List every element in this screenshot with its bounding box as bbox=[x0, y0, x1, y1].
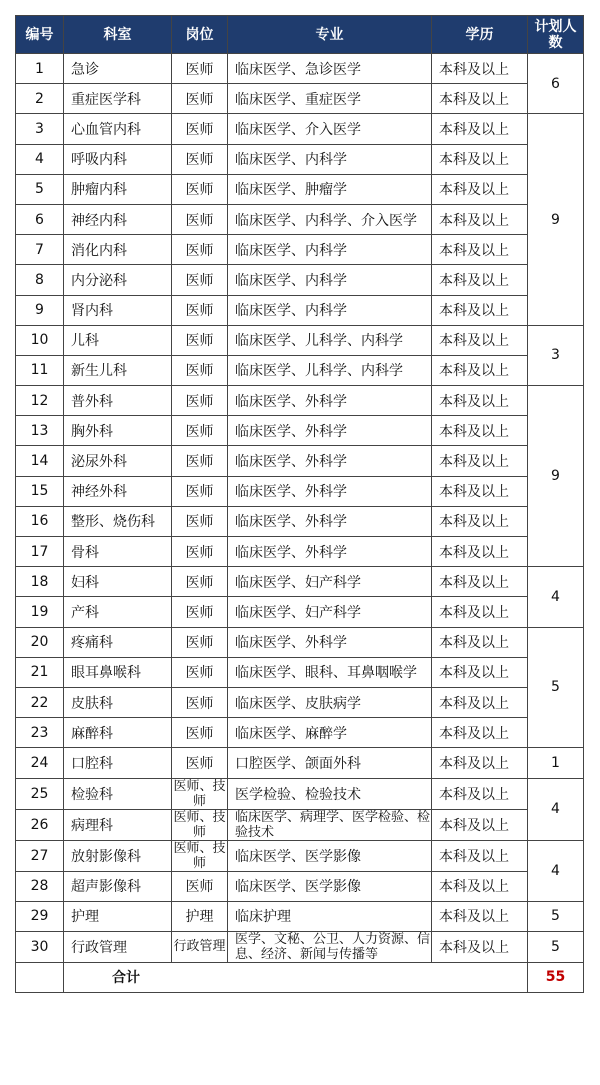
row-number: 30 bbox=[16, 931, 64, 962]
table-row bbox=[16, 84, 584, 114]
row-plan-count: 9 bbox=[528, 386, 584, 567]
row-number: 19 bbox=[16, 597, 64, 627]
row-major: 医学检验、检验技术 bbox=[228, 778, 432, 809]
row-major: 临床医学、麻醉学 bbox=[228, 718, 432, 748]
table-row bbox=[16, 901, 584, 931]
row-department: 胸外科 bbox=[64, 416, 172, 446]
row-position: 医师 bbox=[172, 174, 228, 204]
row-major: 临床医学、眼科、耳鼻咽喉学 bbox=[228, 657, 432, 687]
row-major: 临床医学、医学影像 bbox=[228, 840, 432, 871]
row-number: 23 bbox=[16, 718, 64, 748]
row-education: 本科及以上 bbox=[432, 476, 528, 506]
row-education: 本科及以上 bbox=[432, 174, 528, 204]
table-row bbox=[16, 809, 584, 840]
row-plan-count: 4 bbox=[528, 567, 584, 627]
row-department: 检验科 bbox=[64, 778, 172, 809]
row-position: 医师 bbox=[172, 355, 228, 385]
row-education: 本科及以上 bbox=[432, 840, 528, 871]
table-row bbox=[16, 325, 584, 355]
row-number: 6 bbox=[16, 204, 64, 234]
row-position: 医师、技师 bbox=[173, 840, 226, 871]
row-position: 医师 bbox=[172, 718, 228, 748]
row-position: 医师 bbox=[172, 627, 228, 657]
row-major: 临床医学、妇产科学 bbox=[228, 597, 432, 627]
header-position: 岗位 bbox=[172, 16, 228, 54]
row-position: 医师 bbox=[172, 748, 228, 778]
row-major: 临床医学、内科学、介入医学 bbox=[228, 204, 432, 234]
row-department: 整形、烧伤科 bbox=[64, 506, 172, 536]
row-number: 16 bbox=[16, 506, 64, 536]
row-number: 20 bbox=[16, 627, 64, 657]
row-major: 临床医学、肿瘤学 bbox=[228, 174, 432, 204]
row-department: 行政管理 bbox=[64, 931, 172, 962]
row-number: 18 bbox=[16, 567, 64, 597]
table-row bbox=[16, 778, 584, 809]
row-education: 本科及以上 bbox=[432, 235, 528, 265]
row-number: 8 bbox=[16, 265, 64, 295]
row-department: 麻醉科 bbox=[64, 718, 172, 748]
row-number: 10 bbox=[16, 325, 64, 355]
total-label: 合计 bbox=[64, 962, 528, 992]
row-department: 产科 bbox=[64, 597, 172, 627]
row-department: 护理 bbox=[64, 901, 172, 931]
header-education: 学历 bbox=[432, 16, 528, 54]
table-row bbox=[16, 114, 584, 144]
table-row bbox=[16, 144, 584, 174]
row-department: 急诊 bbox=[64, 54, 172, 84]
row-position: 医师 bbox=[172, 235, 228, 265]
header-plan-count: 计划人数 bbox=[528, 16, 584, 54]
row-department: 放射影像科 bbox=[64, 840, 172, 871]
row-number: 27 bbox=[16, 840, 64, 871]
row-education: 本科及以上 bbox=[432, 657, 528, 687]
row-education: 本科及以上 bbox=[432, 567, 528, 597]
row-department: 消化内科 bbox=[64, 235, 172, 265]
row-major: 临床医学、外科学 bbox=[228, 627, 432, 657]
row-number: 1 bbox=[16, 54, 64, 84]
row-major: 临床医学、内科学 bbox=[228, 235, 432, 265]
row-department: 内分泌科 bbox=[64, 265, 172, 295]
row-department: 神经内科 bbox=[64, 204, 172, 234]
row-position: 医师 bbox=[172, 476, 228, 506]
row-major: 临床医学、急诊医学 bbox=[228, 54, 432, 84]
table-row bbox=[16, 687, 584, 717]
row-plan-count: 6 bbox=[528, 54, 584, 114]
row-department: 肿瘤内科 bbox=[64, 174, 172, 204]
table-row bbox=[16, 174, 584, 204]
row-education: 本科及以上 bbox=[432, 265, 528, 295]
table-row bbox=[16, 265, 584, 295]
row-plan-count: 5 bbox=[528, 901, 584, 931]
table-body bbox=[16, 54, 584, 963]
table-row bbox=[16, 537, 584, 567]
row-department: 普外科 bbox=[64, 386, 172, 416]
row-department: 泌尿外科 bbox=[64, 446, 172, 476]
row-education: 本科及以上 bbox=[432, 84, 528, 114]
row-major: 临床医学、内科学 bbox=[228, 265, 432, 295]
row-major: 医学、文秘、公卫、人力资源、信息、经济、新闻与传播等 bbox=[228, 931, 432, 962]
table-row bbox=[16, 235, 584, 265]
row-position: 医师 bbox=[172, 204, 228, 234]
row-education: 本科及以上 bbox=[432, 748, 528, 778]
row-department: 皮肤科 bbox=[64, 687, 172, 717]
row-department: 心血管内科 bbox=[64, 114, 172, 144]
row-education: 本科及以上 bbox=[432, 901, 528, 931]
table-row bbox=[16, 871, 584, 901]
row-position: 医师 bbox=[172, 84, 228, 114]
row-plan-count: 5 bbox=[528, 627, 584, 748]
row-position: 护理 bbox=[172, 901, 228, 931]
row-department: 重症医学科 bbox=[64, 84, 172, 114]
row-education: 本科及以上 bbox=[432, 144, 528, 174]
row-education: 本科及以上 bbox=[432, 295, 528, 325]
row-position: 医师 bbox=[172, 506, 228, 536]
row-department: 疼痛科 bbox=[64, 627, 172, 657]
row-major: 临床医学、内科学 bbox=[228, 144, 432, 174]
row-major: 临床医学、妇产科学 bbox=[228, 567, 432, 597]
row-major: 临床医学、皮肤病学 bbox=[228, 687, 432, 717]
row-position: 医师 bbox=[172, 871, 228, 901]
row-department: 呼吸内科 bbox=[64, 144, 172, 174]
table-row bbox=[16, 657, 584, 687]
table-row bbox=[16, 476, 584, 506]
row-education: 本科及以上 bbox=[432, 627, 528, 657]
row-position: 医师 bbox=[172, 537, 228, 567]
row-number: 26 bbox=[16, 809, 64, 840]
row-education: 本科及以上 bbox=[432, 386, 528, 416]
row-major: 口腔医学、颌面外科 bbox=[228, 748, 432, 778]
row-position: 医师 bbox=[172, 265, 228, 295]
row-education: 本科及以上 bbox=[432, 809, 528, 840]
row-education: 本科及以上 bbox=[432, 416, 528, 446]
row-plan-count: 5 bbox=[528, 931, 584, 962]
row-department: 肾内科 bbox=[64, 295, 172, 325]
table-row bbox=[16, 506, 584, 536]
row-position: 医师、技师 bbox=[173, 778, 226, 809]
table-row bbox=[16, 54, 584, 84]
row-education: 本科及以上 bbox=[432, 446, 528, 476]
table-row bbox=[16, 386, 584, 416]
row-position: 医师 bbox=[172, 295, 228, 325]
row-department: 神经外科 bbox=[64, 476, 172, 506]
recruitment-table bbox=[15, 15, 584, 993]
row-education: 本科及以上 bbox=[432, 506, 528, 536]
row-plan-count: 1 bbox=[528, 748, 584, 778]
row-major: 临床医学、外科学 bbox=[228, 506, 432, 536]
row-major: 临床医学、病理学、医学检验、检验技术 bbox=[228, 809, 432, 840]
row-position: 行政管理 bbox=[172, 931, 228, 962]
row-position: 医师 bbox=[172, 597, 228, 627]
row-education: 本科及以上 bbox=[432, 537, 528, 567]
row-plan-count: 4 bbox=[528, 778, 584, 840]
row-plan-count: 9 bbox=[528, 114, 584, 325]
row-position: 医师 bbox=[172, 386, 228, 416]
table-row bbox=[16, 567, 584, 597]
row-number: 17 bbox=[16, 537, 64, 567]
row-number: 25 bbox=[16, 778, 64, 809]
recruitment-table-container bbox=[15, 15, 584, 993]
table-row bbox=[16, 931, 584, 962]
row-major: 临床医学、重症医学 bbox=[228, 84, 432, 114]
row-number: 2 bbox=[16, 84, 64, 114]
row-number: 7 bbox=[16, 235, 64, 265]
table-row bbox=[16, 355, 584, 385]
row-major: 临床医学、外科学 bbox=[228, 386, 432, 416]
row-major: 临床医学、儿科学、内科学 bbox=[228, 355, 432, 385]
row-education: 本科及以上 bbox=[432, 871, 528, 901]
row-position: 医师 bbox=[172, 567, 228, 597]
row-department: 病理科 bbox=[64, 809, 172, 840]
table-row bbox=[16, 748, 584, 778]
row-department: 眼耳鼻喉科 bbox=[64, 657, 172, 687]
row-position: 医师、技师 bbox=[173, 809, 226, 840]
row-number: 28 bbox=[16, 871, 64, 901]
row-number: 11 bbox=[16, 355, 64, 385]
header-department: 科室 bbox=[64, 16, 172, 54]
row-position: 医师 bbox=[172, 416, 228, 446]
row-position: 医师 bbox=[172, 687, 228, 717]
row-education: 本科及以上 bbox=[432, 54, 528, 84]
table-row bbox=[16, 597, 584, 627]
row-major: 临床医学、内科学 bbox=[228, 295, 432, 325]
header-number: 编号 bbox=[16, 16, 64, 54]
row-number: 24 bbox=[16, 748, 64, 778]
row-number: 29 bbox=[16, 901, 64, 931]
row-number: 3 bbox=[16, 114, 64, 144]
table-row bbox=[16, 295, 584, 325]
row-position: 医师 bbox=[172, 446, 228, 476]
row-plan-count: 4 bbox=[528, 840, 584, 901]
row-education: 本科及以上 bbox=[432, 687, 528, 717]
table-row bbox=[16, 416, 584, 446]
table-row bbox=[16, 204, 584, 234]
total-value: 55 bbox=[528, 962, 584, 992]
header-row bbox=[16, 16, 584, 54]
row-position: 医师 bbox=[172, 657, 228, 687]
row-major: 临床医学、外科学 bbox=[228, 476, 432, 506]
row-plan-count: 3 bbox=[528, 325, 584, 385]
row-position: 医师 bbox=[172, 325, 228, 355]
table-row bbox=[16, 840, 584, 871]
row-major: 临床医学、儿科学、内科学 bbox=[228, 325, 432, 355]
total-row bbox=[16, 962, 584, 992]
row-education: 本科及以上 bbox=[432, 114, 528, 144]
row-position: 医师 bbox=[172, 144, 228, 174]
row-department: 骨科 bbox=[64, 537, 172, 567]
row-major: 临床医学、介入医学 bbox=[228, 114, 432, 144]
total-empty-cell bbox=[16, 962, 64, 992]
row-major: 临床医学、外科学 bbox=[228, 537, 432, 567]
row-education: 本科及以上 bbox=[432, 718, 528, 748]
row-department: 口腔科 bbox=[64, 748, 172, 778]
row-major: 临床医学、外科学 bbox=[228, 446, 432, 476]
row-department: 妇科 bbox=[64, 567, 172, 597]
row-number: 14 bbox=[16, 446, 64, 476]
header-major: 专业 bbox=[228, 16, 432, 54]
row-number: 15 bbox=[16, 476, 64, 506]
row-education: 本科及以上 bbox=[432, 778, 528, 809]
row-education: 本科及以上 bbox=[432, 355, 528, 385]
row-department: 新生儿科 bbox=[64, 355, 172, 385]
row-number: 22 bbox=[16, 687, 64, 717]
row-education: 本科及以上 bbox=[432, 597, 528, 627]
row-position: 医师 bbox=[172, 54, 228, 84]
row-education: 本科及以上 bbox=[432, 931, 528, 962]
row-department: 儿科 bbox=[64, 325, 172, 355]
row-department: 超声影像科 bbox=[64, 871, 172, 901]
row-number: 5 bbox=[16, 174, 64, 204]
row-position: 医师 bbox=[172, 114, 228, 144]
row-number: 9 bbox=[16, 295, 64, 325]
row-major: 临床护理 bbox=[228, 901, 432, 931]
row-number: 21 bbox=[16, 657, 64, 687]
table-row bbox=[16, 718, 584, 748]
row-number: 12 bbox=[16, 386, 64, 416]
row-major: 临床医学、外科学 bbox=[228, 416, 432, 446]
row-number: 13 bbox=[16, 416, 64, 446]
row-education: 本科及以上 bbox=[432, 325, 528, 355]
row-major: 临床医学、医学影像 bbox=[228, 871, 432, 901]
table-row bbox=[16, 446, 584, 476]
table-row bbox=[16, 627, 584, 657]
row-number: 4 bbox=[16, 144, 64, 174]
row-education: 本科及以上 bbox=[432, 204, 528, 234]
